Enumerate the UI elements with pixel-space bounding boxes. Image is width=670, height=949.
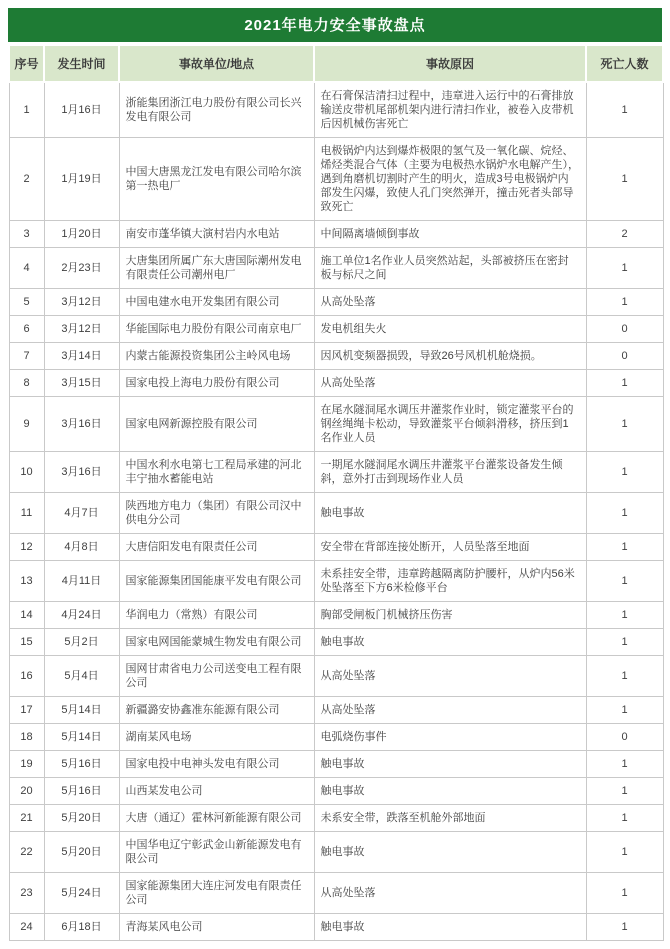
col-header-cause: 事故原因 bbox=[314, 45, 586, 82]
cell-unit: 大唐信阳发电有限责任公司 bbox=[119, 534, 314, 561]
cell-deaths: 1 bbox=[586, 534, 663, 561]
cell-deaths: 2 bbox=[586, 221, 663, 248]
cell-no: 22 bbox=[9, 832, 44, 873]
cell-date: 3月16日 bbox=[44, 397, 119, 452]
cell-deaths: 1 bbox=[586, 452, 663, 493]
table-row bbox=[9, 452, 663, 493]
page-title: 2021年电力安全事故盘点 bbox=[8, 8, 662, 42]
table-row bbox=[9, 397, 663, 452]
table-row bbox=[9, 751, 663, 778]
cell-unit: 国网甘肃省电力公司送变电工程有限公司 bbox=[119, 656, 314, 697]
cell-unit: 国家能源集团国能康平发电有限公司 bbox=[119, 561, 314, 602]
cell-unit: 南安市蓬华镇大演村岩内水电站 bbox=[119, 221, 314, 248]
cell-no: 1 bbox=[9, 82, 44, 138]
cell-no: 19 bbox=[9, 751, 44, 778]
cell-deaths: 1 bbox=[586, 561, 663, 602]
cell-deaths: 1 bbox=[586, 656, 663, 697]
cell-date: 4月7日 bbox=[44, 493, 119, 534]
cell-date: 5月14日 bbox=[44, 697, 119, 724]
table-row bbox=[9, 873, 663, 914]
cell-deaths: 0 bbox=[586, 724, 663, 751]
cell-no: 5 bbox=[9, 289, 44, 316]
table-row bbox=[9, 248, 663, 289]
cell-unit: 大唐（通辽）霍林河新能源有限公司 bbox=[119, 805, 314, 832]
cell-no: 18 bbox=[9, 724, 44, 751]
cell-unit: 陕西地方电力（集团）有限公司汉中供电分公司 bbox=[119, 493, 314, 534]
table-row bbox=[9, 534, 663, 561]
cell-unit: 中国华电辽宁彰武金山新能源发电有限公司 bbox=[119, 832, 314, 873]
cell-cause: 安全带在背部连接处断开，人员坠落至地面 bbox=[314, 534, 586, 561]
table-row bbox=[9, 656, 663, 697]
cell-deaths: 1 bbox=[586, 82, 663, 138]
cell-deaths: 1 bbox=[586, 751, 663, 778]
cell-no: 12 bbox=[9, 534, 44, 561]
cell-cause: 触电事故 bbox=[314, 751, 586, 778]
cell-deaths: 1 bbox=[586, 602, 663, 629]
cell-no: 4 bbox=[9, 248, 44, 289]
cell-date: 1月20日 bbox=[44, 221, 119, 248]
col-header-no: 序号 bbox=[9, 45, 44, 82]
cell-deaths: 1 bbox=[586, 873, 663, 914]
cell-unit: 华能国际电力股份有限公司南京电厂 bbox=[119, 316, 314, 343]
cell-unit: 国家电网新源控股有限公司 bbox=[119, 397, 314, 452]
cell-date: 2月23日 bbox=[44, 248, 119, 289]
cell-date: 3月12日 bbox=[44, 316, 119, 343]
cell-unit: 国家能源集团大连庄河发电有限责任公司 bbox=[119, 873, 314, 914]
cell-cause: 发电机组失火 bbox=[314, 316, 586, 343]
cell-unit: 青海某风电公司 bbox=[119, 914, 314, 941]
cell-cause: 中间隔离墙倾倒事故 bbox=[314, 221, 586, 248]
table-row bbox=[9, 289, 663, 316]
col-header-date: 发生时间 bbox=[44, 45, 119, 82]
cell-date: 5月24日 bbox=[44, 873, 119, 914]
table-body bbox=[9, 82, 663, 941]
table-header bbox=[9, 45, 663, 82]
cell-date: 5月16日 bbox=[44, 751, 119, 778]
cell-deaths: 1 bbox=[586, 248, 663, 289]
cell-no: 21 bbox=[9, 805, 44, 832]
table-row bbox=[9, 724, 663, 751]
cell-cause: 未系安全带，跌落至机舱外部地面 bbox=[314, 805, 586, 832]
cell-date: 4月11日 bbox=[44, 561, 119, 602]
table-row bbox=[9, 493, 663, 534]
cell-no: 6 bbox=[9, 316, 44, 343]
cell-cause: 电极锅炉内达到爆炸极限的氢气及一氧化碳、烷烃、烯烃类混合气体（主要为电极热水锅炉水电解产生），遇到角磨机切割时产生的明火，造成3号电极锅炉内部发生闪爆，致使人孔门突然弹开，撞击死者头部导致死亡 bbox=[314, 138, 586, 221]
cell-deaths: 1 bbox=[586, 289, 663, 316]
cell-no: 14 bbox=[9, 602, 44, 629]
cell-cause: 一期尾水隧洞尾水调压井灌浆平台灌浆设备发生倾斜，意外打击到现场作业人员 bbox=[314, 452, 586, 493]
table-row bbox=[9, 602, 663, 629]
cell-cause: 在尾水隧洞尾水调压井灌浆作业时，锁定灌浆平台的钢丝绳绳卡松动，导致灌浆平台倾斜滑移，挤压到1名作业人员 bbox=[314, 397, 586, 452]
cell-no: 13 bbox=[9, 561, 44, 602]
cell-deaths: 1 bbox=[586, 370, 663, 397]
cell-deaths: 1 bbox=[586, 805, 663, 832]
cell-unit: 内蒙古能源投资集团公主岭风电场 bbox=[119, 343, 314, 370]
table-row bbox=[9, 629, 663, 656]
cell-date: 5月2日 bbox=[44, 629, 119, 656]
cell-date: 3月16日 bbox=[44, 452, 119, 493]
cell-date: 3月12日 bbox=[44, 289, 119, 316]
cell-unit: 湖南某风电场 bbox=[119, 724, 314, 751]
header-row bbox=[9, 45, 663, 82]
cell-cause: 未系挂安全带，违章跨越隔离防护腰杆，从炉内56米处坠落至下方6米检修平台 bbox=[314, 561, 586, 602]
cell-cause: 从高处坠落 bbox=[314, 697, 586, 724]
col-header-deaths: 死亡人数 bbox=[586, 45, 663, 82]
cell-no: 8 bbox=[9, 370, 44, 397]
cell-deaths: 1 bbox=[586, 697, 663, 724]
table-row bbox=[9, 805, 663, 832]
cell-no: 9 bbox=[9, 397, 44, 452]
table-row bbox=[9, 778, 663, 805]
cell-unit: 华润电力（常熟）有限公司 bbox=[119, 602, 314, 629]
table-row bbox=[9, 832, 663, 873]
table-row bbox=[9, 316, 663, 343]
cell-no: 10 bbox=[9, 452, 44, 493]
cell-no: 2 bbox=[9, 138, 44, 221]
cell-no: 16 bbox=[9, 656, 44, 697]
cell-date: 4月24日 bbox=[44, 602, 119, 629]
cell-date: 3月15日 bbox=[44, 370, 119, 397]
cell-unit: 浙能集团浙江电力股份有限公司长兴发电有限公司 bbox=[119, 82, 314, 138]
cell-date: 5月16日 bbox=[44, 778, 119, 805]
cell-cause: 触电事故 bbox=[314, 914, 586, 941]
cell-cause: 从高处坠落 bbox=[314, 370, 586, 397]
table-row bbox=[9, 82, 663, 138]
cell-unit: 大唐集团所属广东大唐国际潮州发电有限责任公司潮州电厂 bbox=[119, 248, 314, 289]
cell-date: 5月14日 bbox=[44, 724, 119, 751]
cell-unit: 国家电投中电神头发电有限公司 bbox=[119, 751, 314, 778]
cell-date: 5月20日 bbox=[44, 805, 119, 832]
cell-no: 17 bbox=[9, 697, 44, 724]
cell-no: 24 bbox=[9, 914, 44, 941]
cell-deaths: 1 bbox=[586, 629, 663, 656]
accident-table bbox=[8, 44, 664, 941]
cell-unit: 中国电建水电开发集团有限公司 bbox=[119, 289, 314, 316]
table-row bbox=[9, 343, 663, 370]
cell-cause: 电弧烧伤事件 bbox=[314, 724, 586, 751]
table-row bbox=[9, 221, 663, 248]
cell-cause: 从高处坠落 bbox=[314, 289, 586, 316]
cell-deaths: 1 bbox=[586, 832, 663, 873]
cell-date: 5月20日 bbox=[44, 832, 119, 873]
cell-cause: 在石膏保洁清扫过程中，违章进入运行中的石膏排放输送皮带机尾部机架内进行清扫作业，被卷入皮带机后因机械伤害死亡 bbox=[314, 82, 586, 138]
col-header-unit: 事故单位/地点 bbox=[119, 45, 314, 82]
cell-deaths: 1 bbox=[586, 493, 663, 534]
cell-date: 4月8日 bbox=[44, 534, 119, 561]
cell-date: 3月14日 bbox=[44, 343, 119, 370]
cell-cause: 从高处坠落 bbox=[314, 656, 586, 697]
cell-unit: 中国水利水电第七工程局承建的河北丰宁抽水蓄能电站 bbox=[119, 452, 314, 493]
cell-cause: 胸部受闸板门机械挤压伤害 bbox=[314, 602, 586, 629]
table-row bbox=[9, 914, 663, 941]
cell-date: 6月18日 bbox=[44, 914, 119, 941]
cell-no: 23 bbox=[9, 873, 44, 914]
table-row bbox=[9, 561, 663, 602]
cell-cause: 触电事故 bbox=[314, 493, 586, 534]
cell-deaths: 0 bbox=[586, 343, 663, 370]
cell-no: 3 bbox=[9, 221, 44, 248]
cell-unit: 国家电网国能蒙城生物发电有限公司 bbox=[119, 629, 314, 656]
cell-deaths: 1 bbox=[586, 914, 663, 941]
cell-no: 7 bbox=[9, 343, 44, 370]
cell-date: 1月19日 bbox=[44, 138, 119, 221]
cell-unit: 中国大唐黑龙江发电有限公司哈尔滨第一热电厂 bbox=[119, 138, 314, 221]
cell-deaths: 1 bbox=[586, 397, 663, 452]
table-row bbox=[9, 370, 663, 397]
cell-date: 1月16日 bbox=[44, 82, 119, 138]
cell-deaths: 0 bbox=[586, 316, 663, 343]
cell-cause: 施工单位1名作业人员突然站起，头部被挤压在密封板与标尺之间 bbox=[314, 248, 586, 289]
cell-cause: 触电事故 bbox=[314, 778, 586, 805]
cell-no: 11 bbox=[9, 493, 44, 534]
cell-no: 20 bbox=[9, 778, 44, 805]
cell-no: 15 bbox=[9, 629, 44, 656]
cell-cause: 从高处坠落 bbox=[314, 873, 586, 914]
cell-deaths: 1 bbox=[586, 138, 663, 221]
cell-cause: 触电事故 bbox=[314, 832, 586, 873]
cell-unit: 山西某发电公司 bbox=[119, 778, 314, 805]
table-row bbox=[9, 138, 663, 221]
cell-deaths: 1 bbox=[586, 778, 663, 805]
cell-cause: 因风机变频器损毁，导致26号风机机舱烧损。 bbox=[314, 343, 586, 370]
cell-unit: 新疆潞安协鑫准东能源有限公司 bbox=[119, 697, 314, 724]
cell-date: 5月4日 bbox=[44, 656, 119, 697]
cell-cause: 触电事故 bbox=[314, 629, 586, 656]
table-row bbox=[9, 697, 663, 724]
cell-unit: 国家电投上海电力股份有限公司 bbox=[119, 370, 314, 397]
